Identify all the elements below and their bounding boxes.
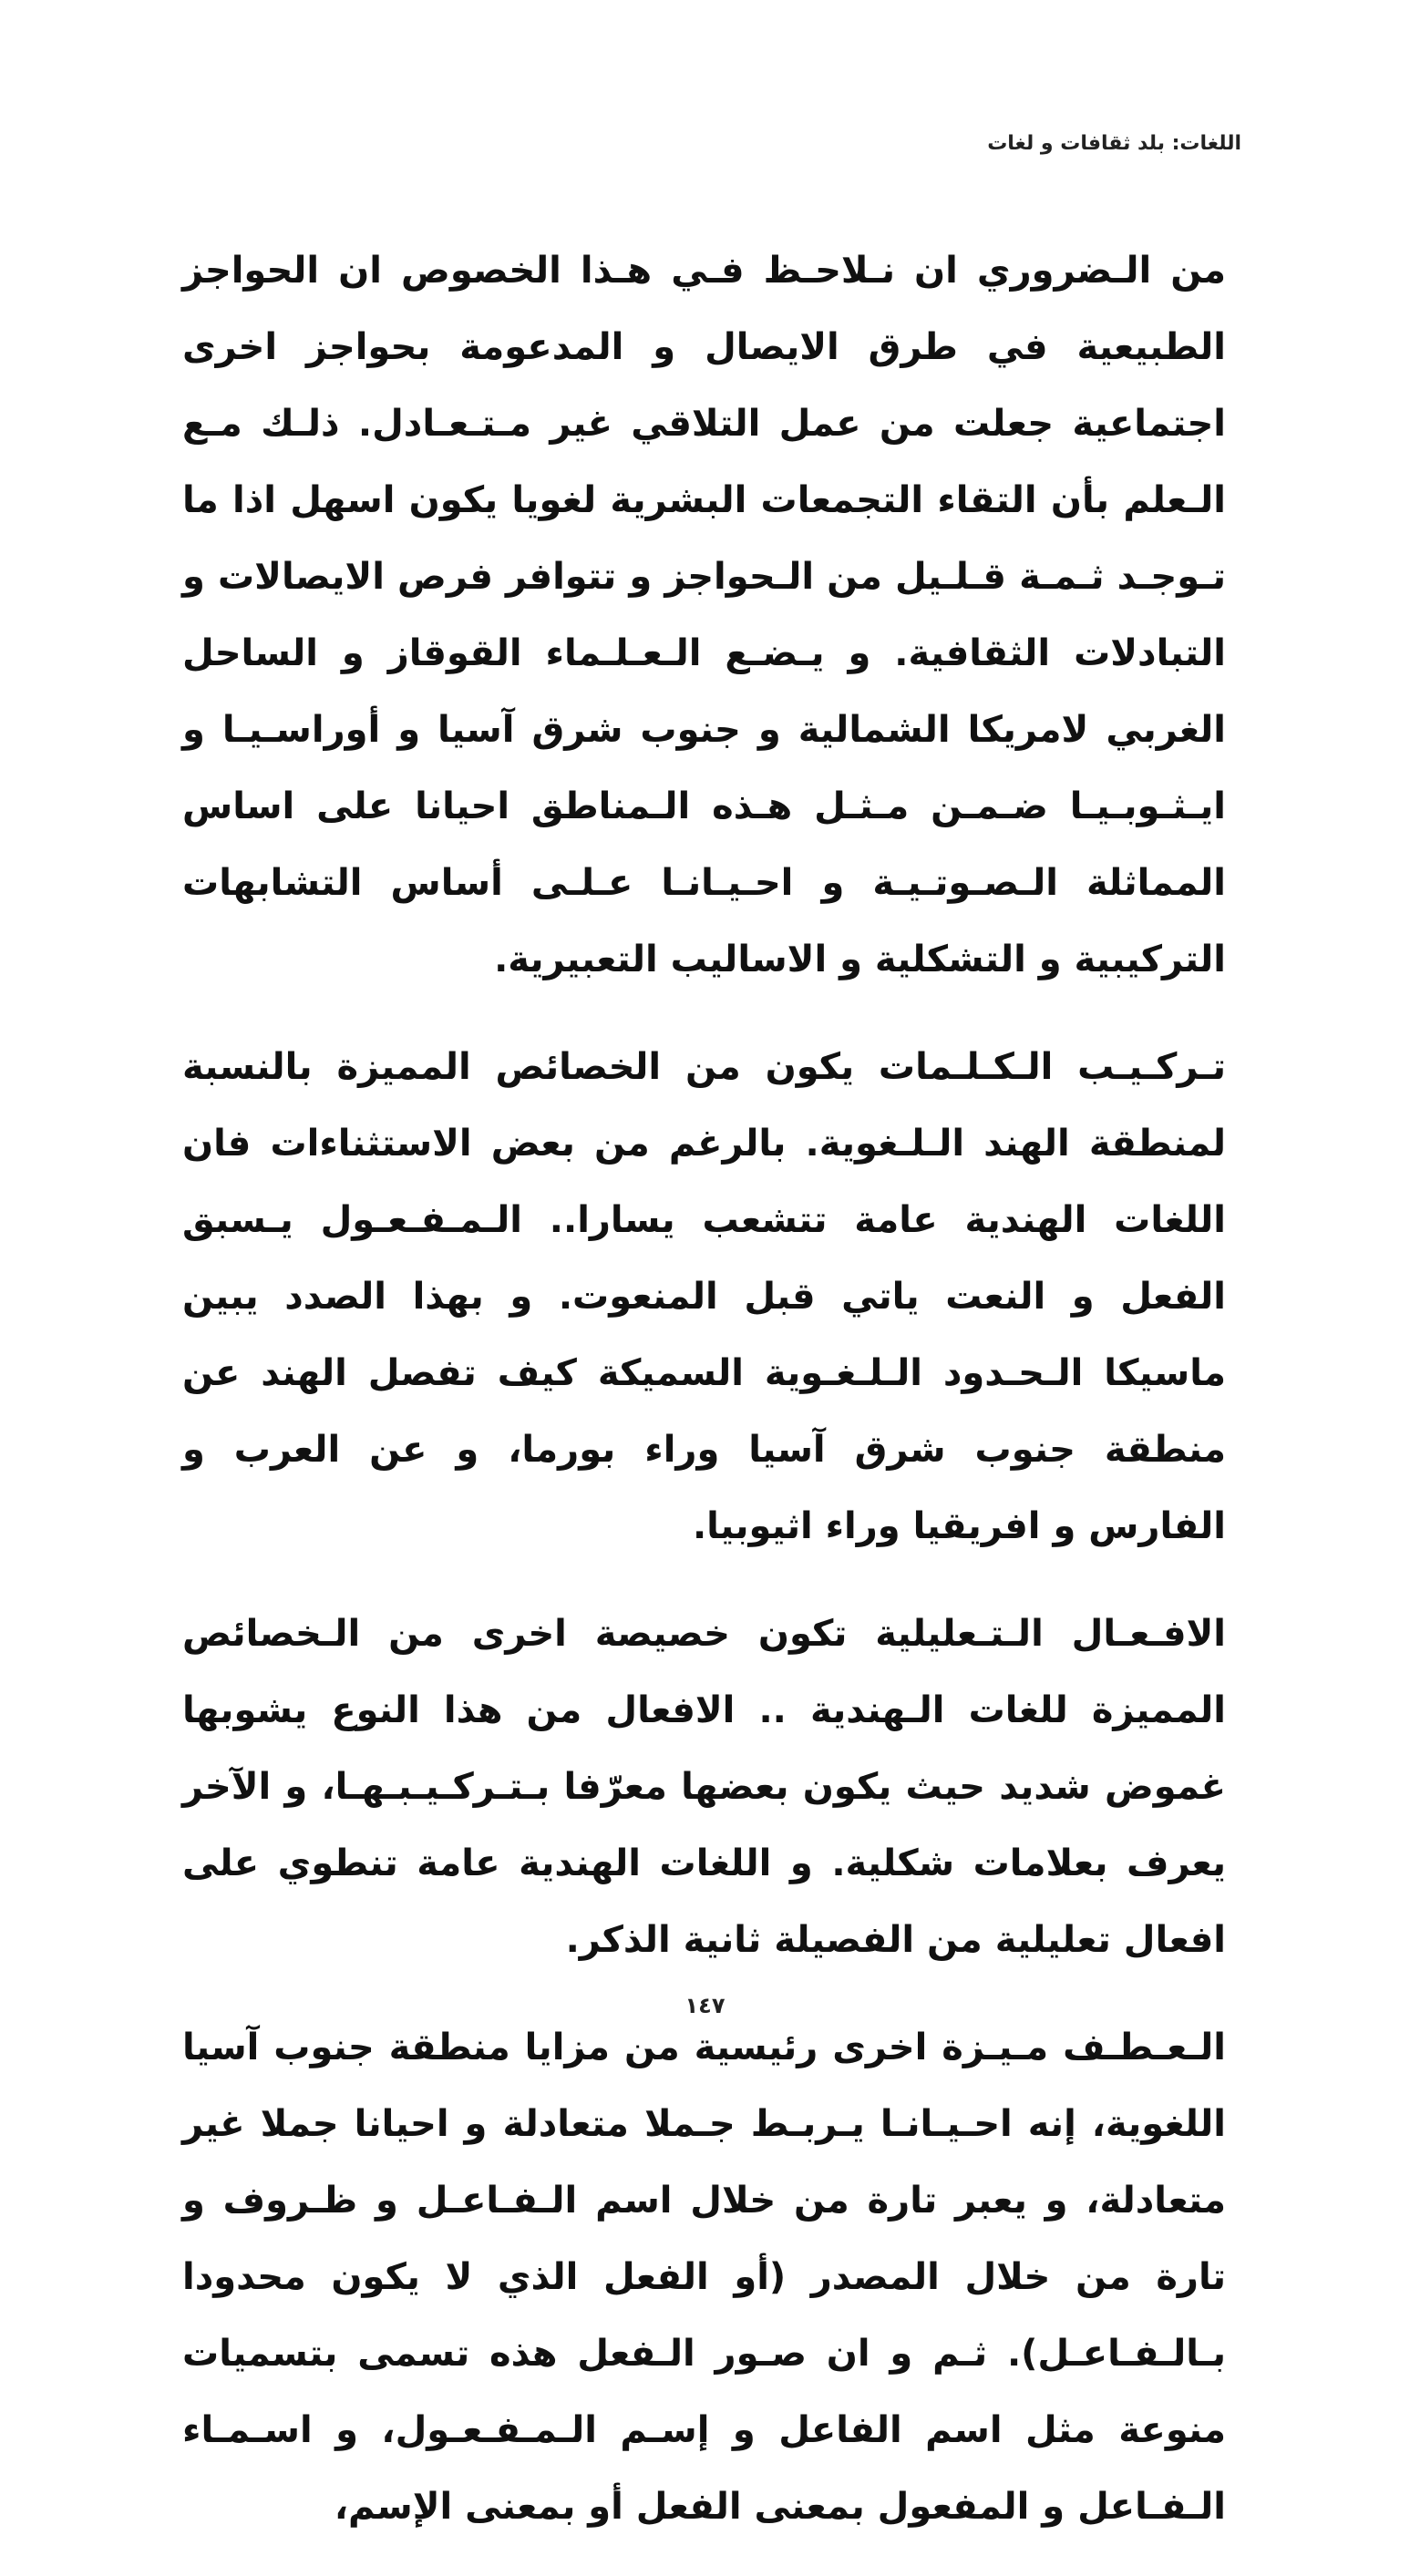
paragraph: تـركـيـب الـكـلـمات يكون من الخصائص المميزة بالنسبة لمنطقة الهند الـلـغوية. بالرغم من بعض الاستثناءات فان اللغات الهندية عامة تتشعب يسارا.. الـمـفـعـول يـسبق الفعل و النعت ياتي قبل المنعوت. و بهذا الصدد يبين ماسيكا الـحـدود الـلـغـوية السميكة كيف تفصل الهند عن منطقة جنوب شرق آسيا وراء بورما، و عن العرب و الفارس و افريقيا وراء اثيوبيا.	[182, 1046, 1226, 1547]
page-number: ١٤٧	[684, 1993, 726, 2018]
paragraph: الافـعـال الـتـعليلية تكون خصيصة اخرى من الـخصائص المميزة للغات الـهندية .. الافعال من هذا النوع يشوبها غموض شديد حيث يكون بعضها معرّفا بـتـركـيـبـهـا، و الآخر يعرف بعلامات شكلية. و اللغات الهندية عامة تنطوي على افعال تعليلية من الفصيلة ثانية الذكر.	[182, 1613, 1226, 1961]
running-header: اللغات: بلد ثقافات و لغات	[987, 132, 1241, 155]
body-text	[182, 232, 1226, 2576]
paragraph: من الـضروري ان نـلاحـظ فـي هـذا الخصوص ان الحواجز الطبيعية في طرق الايصال و المدعومة بحواجز اخرى اجتماعية جعلت من عمل التلاقي غير مـتـعـادل. ذلـك مـع الـعلم بأن التقاء التجمعات البشرية لغويا يكون اسهل اذا ما تـوجـد ثـمـة قـلـيل من الـحواجز و تتوافر فرص الايصالات و التبادلات الثقافية. و يـضـع الـعـلـماء القوقاز و الساحل الغربي لامريكا الشمالية و جنوب شرق آسيا و أوراسـيـا و ايـثـوبـيـا ضـمـن مـثـل هـذه الـمناطق احيانا على اساس المماثلة الـصـوتـيـة و احـيـانـا عـلـى أساس التشابهات التركيبية و التشكلية و الاساليب التعبيرية.	[182, 250, 1226, 980]
paragraph: الـعـطـف مـيـزة اخرى رئيسية من مزايا منطقة جنوب آسيا اللغوية، إنه احـيـانـا يـربـط جـملا متعادلة و احيانا جملا غير متعادلة، و يعبر تارة من خلال اسم الـفـاعـل و ظـروف و تارة من خلال المصدر (أو الفعل الذي لا يكون محدودا بـالـفـاعـل). ثـم و ان صـور الـفعل هذه تسمى بتسميات منوعة مثل اسم الفاعل و إسـم الـمـفـعـول، و اسـمـاء الـفـاعل و المفعول بمعنى الفعل أو بمعنى الإسم،	[182, 2027, 1226, 2528]
